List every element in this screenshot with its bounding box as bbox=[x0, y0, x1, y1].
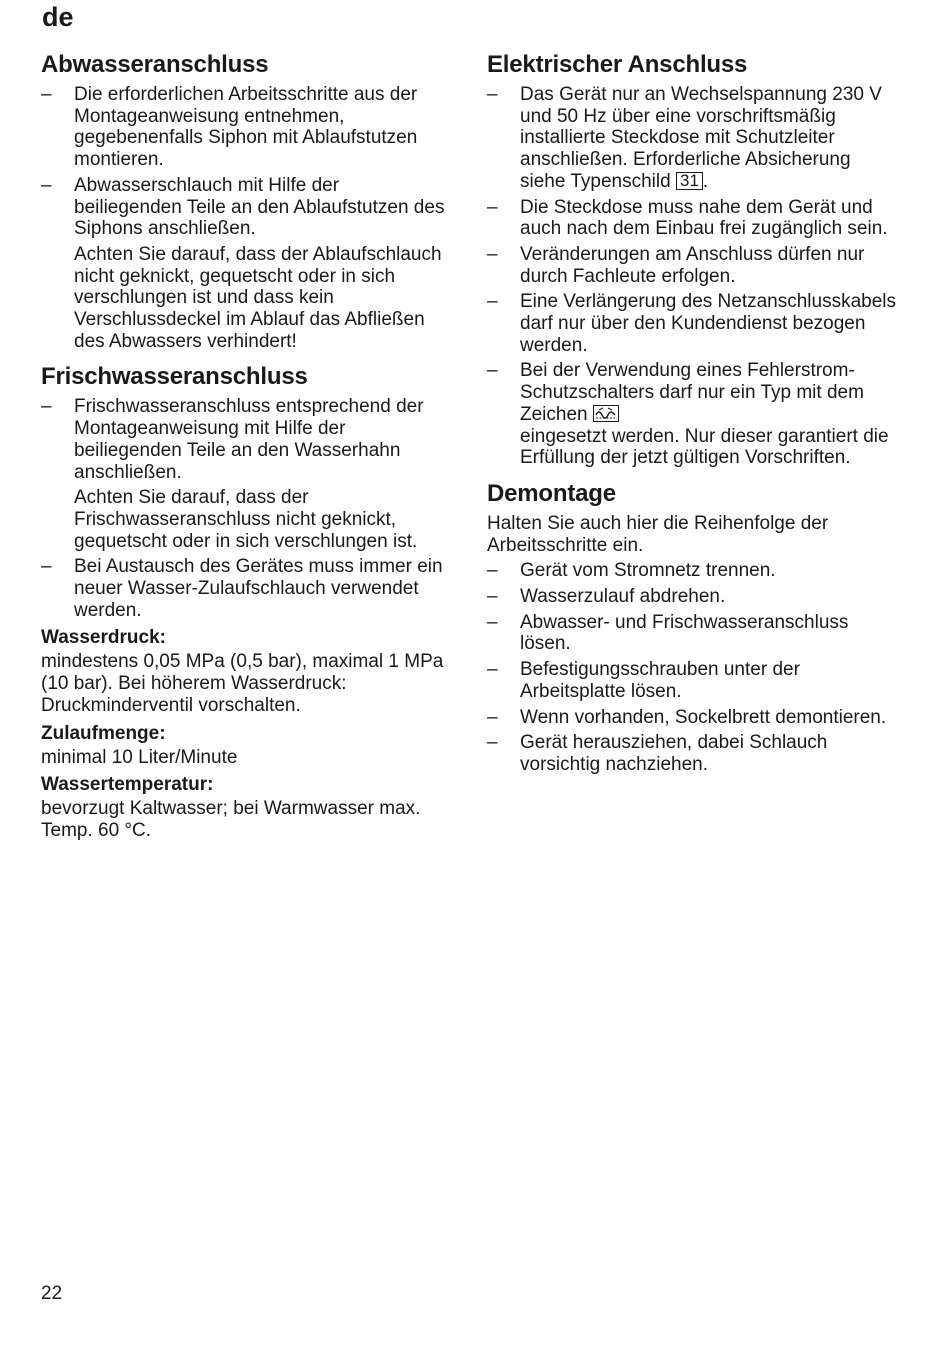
list-item: – Gerät herausziehen, dabei Schlauch vorsichtig nachziehen. bbox=[487, 732, 828, 775]
list-item: – Eine Verlängerung des Netzanschlusskabels darf nur über den Kundendienst bezogen werden. bbox=[487, 291, 897, 356]
list-item: – Frischwasseranschluss entsprechend der Montageanweisung mit Hilfe der beiliegenden Teile an den Wasserhahn anschließen. bbox=[41, 396, 424, 483]
dash: – bbox=[41, 396, 52, 418]
note-text: Achten Sie darauf, dass der Frischwasseranschluss nicht geknickt, gequetscht oder in sich verschlungen ist. bbox=[74, 487, 418, 552]
type-plate-reference: 31 bbox=[676, 172, 703, 190]
dash: – bbox=[487, 560, 498, 582]
section-title-abwasseranschluss: Abwasseranschluss bbox=[41, 51, 269, 78]
list-item: – Abwasser- und Frischwasseranschluss lösen. bbox=[487, 611, 849, 655]
list-item: – Bei Austausch des Gerätes muss immer ein neuer Wasser-Zulaufschlauch verwendet werden. bbox=[41, 556, 443, 621]
subheading-wassertemperatur: Wassertemperatur: bbox=[41, 774, 214, 796]
list-item: – Die Steckdose muss nahe dem Gerät und auch nach dem Einbau frei zugänglich sein. bbox=[487, 196, 888, 240]
dash: – bbox=[487, 291, 498, 313]
list-item: – Wasserzulauf abdrehen. bbox=[487, 586, 726, 608]
dash: – bbox=[41, 174, 52, 196]
wassertemperatur-text: bevorzugt Kaltwasser; bei Warmwasser max. Temp. 60 °C. bbox=[41, 798, 421, 841]
list-item: – Gerät vom Stromnetz trennen. bbox=[487, 560, 776, 582]
wasserdruck-text: mindestens 0,05 MPa (0,5 bar), maximal 1 MPa (10 bar). Bei höherem Wasserdruck: Druckminderventil vorschalten. bbox=[41, 651, 444, 716]
demontage-intro: Halten Sie auch hier die Reihenfolge der Arbeitsschritte ein. bbox=[487, 512, 829, 556]
page-number: 22 bbox=[41, 1283, 63, 1304]
list-item: – Befestigungsschrauben unter der Arbeitsplatte lösen. bbox=[487, 659, 800, 702]
dash: – bbox=[487, 611, 498, 633]
right-column bbox=[487, 50, 897, 780]
dash: – bbox=[487, 360, 498, 382]
dash: – bbox=[487, 732, 498, 754]
note-text: Achten Sie darauf, dass der Ablaufschlauch nicht geknickt, gequetscht oder in sich verschlungen ist und dass kein Verschlussdeckel im Ablauf das Abfließen des Abwassers verhindert! bbox=[74, 243, 442, 352]
dash: – bbox=[487, 196, 498, 218]
subheading-zulaufmenge: Zulaufmenge: bbox=[41, 722, 166, 744]
dash: – bbox=[487, 84, 498, 105]
rcd-symbol-icon bbox=[593, 405, 619, 422]
list-item: – Wenn vorhanden, Sockelbrett demontieren. bbox=[487, 706, 887, 728]
dash: – bbox=[41, 556, 52, 578]
section-title-frischwasseranschluss: Frischwasseranschluss bbox=[41, 363, 308, 391]
subheading-wasserdruck: Wasserdruck: bbox=[41, 627, 166, 649]
dash: – bbox=[41, 84, 52, 105]
dash: – bbox=[487, 706, 498, 728]
zulaufmenge-text: minimal 10 Liter/Minute bbox=[41, 746, 238, 768]
dash: – bbox=[487, 586, 498, 608]
dash: – bbox=[487, 659, 498, 681]
language-tag: de bbox=[42, 2, 74, 32]
dash: – bbox=[487, 243, 498, 265]
list-item: – Bei der Verwendung eines Fehlerstrom-Schutzschalters darf nur ein Typ mit dem Zeichen eingesetzt werden. Nur dieser garantiert die Erfüllung der jetzt gültigen Vorschriften. bbox=[487, 360, 889, 469]
list-item: – Die erforderlichen Arbeitsschritte aus der Montageanweisung entnehmen, gegebenenfalls Siphon mit Ablaufstutzen montieren. bbox=[41, 84, 418, 171]
section-title-elektrischer-anschluss: Elektrischer Anschluss bbox=[487, 51, 748, 78]
list-item: – Das Gerät nur an Wechselspannung 230 V und 50 Hz über eine vorschriftsmäßig installierte Steckdose mit Schutzleiter anschließen. Erforderliche Absicherung siehe Typenschild 31 . bbox=[487, 84, 882, 192]
section-title-demontage: Demontage bbox=[487, 479, 616, 507]
list-item: – Abwasserschlauch mit Hilfe der beiliegenden Teile an den Ablaufstutzen des Siphons anschließen. bbox=[41, 174, 445, 240]
left-column bbox=[41, 50, 451, 846]
list-item: – Veränderungen am Anschluss dürfen nur durch Fachleute erfolgen. bbox=[487, 243, 865, 287]
